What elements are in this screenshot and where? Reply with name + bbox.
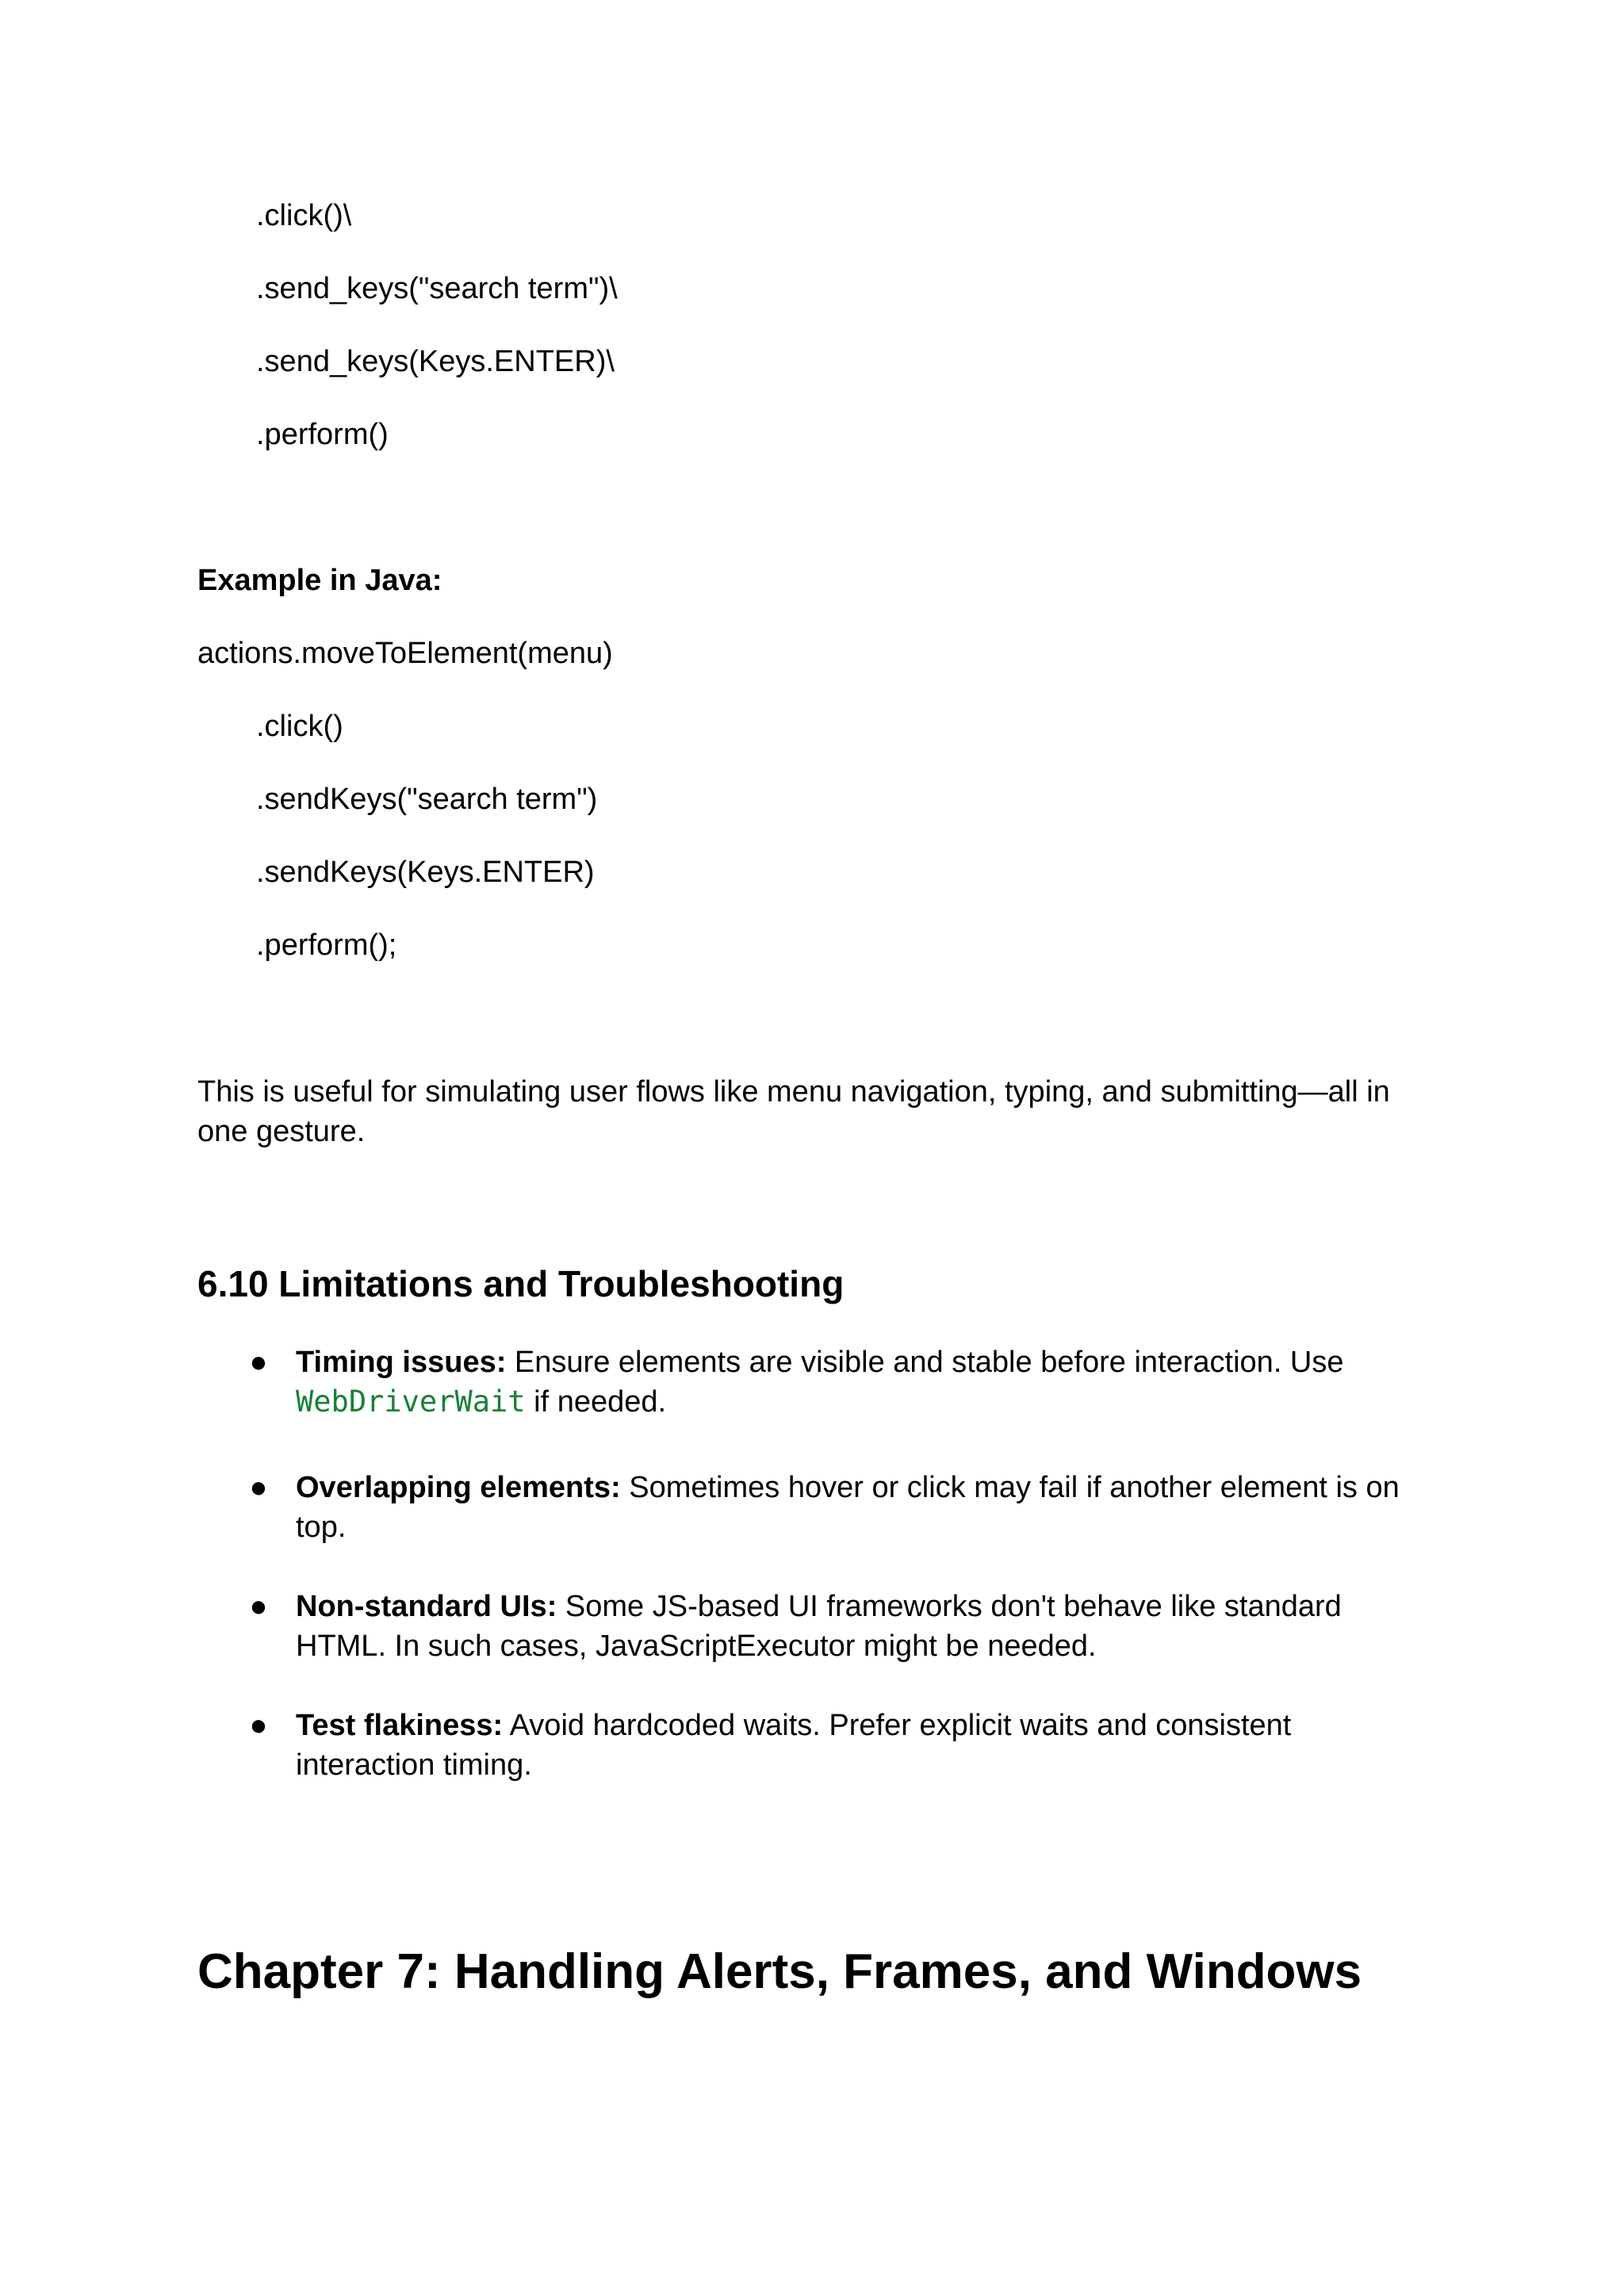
bullet-text — [296, 1468, 1438, 1547]
java-first-line: actions.moveToElement(menu) — [197, 637, 613, 670]
bullet-text — [296, 1587, 1438, 1666]
bullet-body: Ensure elements are visible and stable before interaction. Use — [506, 1346, 1344, 1379]
bullet-label: Overlapping elements: — [296, 1471, 621, 1504]
chapter-heading: Chapter 7: Handling Alerts, Frames, and Windows — [197, 1944, 1362, 1999]
bullet-icon: ● — [249, 1346, 268, 1379]
bullet-text — [296, 1706, 1438, 1785]
summary-paragraph: This is useful for simulating user flows like menu navigation, typing, and submitting—all in one gesture. — [197, 1075, 1390, 1148]
bullet-body: Avoid hardcoded waits. Prefer explicit waits and consistent interaction timing. — [296, 1709, 1292, 1782]
bullet-label: Non-standard UIs: — [296, 1590, 557, 1623]
list-item — [197, 1587, 1434, 1674]
java-chain-line-4: .perform(); — [256, 929, 397, 962]
java-chain-line-3: .sendKeys(Keys.ENTER) — [256, 856, 595, 889]
java-example-heading: Example in Java: — [197, 564, 442, 597]
bullet-body-end: if needed. — [525, 1385, 667, 1419]
list-item — [197, 1342, 1434, 1430]
bullet-icon: ● — [249, 1471, 268, 1504]
list-item — [197, 1706, 1434, 1793]
bullet-body: Sometimes hover or click may fail if another element is on top. — [296, 1471, 1400, 1544]
list-item — [197, 1468, 1434, 1555]
python-chain-line-1: .click()\ — [256, 199, 352, 232]
bullet-text — [296, 1342, 1438, 1422]
inline-code: WebDriverWait — [296, 1384, 526, 1419]
section-heading: 6.10 Limitations and Troubleshooting — [197, 1263, 845, 1304]
python-chain-line-3: .send_keys(Keys.ENTER)\ — [256, 345, 615, 378]
bullet-body: Some JS-based UI frameworks don't behave like standard HTML. In such cases, JavaScriptExecutor might be needed. — [296, 1590, 1342, 1663]
python-chain-line-2: .send_keys("search term")\ — [256, 272, 618, 305]
bullet-icon: ● — [249, 1709, 268, 1742]
python-chain-line-4: .perform() — [256, 418, 389, 451]
bullet-label: Test flakiness: — [296, 1709, 504, 1742]
java-chain-line-1: .click() — [256, 710, 343, 743]
java-chain-line-2: .sendKeys("search term") — [256, 783, 598, 816]
bullet-label: Timing issues: — [296, 1346, 507, 1379]
bullet-icon: ● — [249, 1590, 268, 1623]
